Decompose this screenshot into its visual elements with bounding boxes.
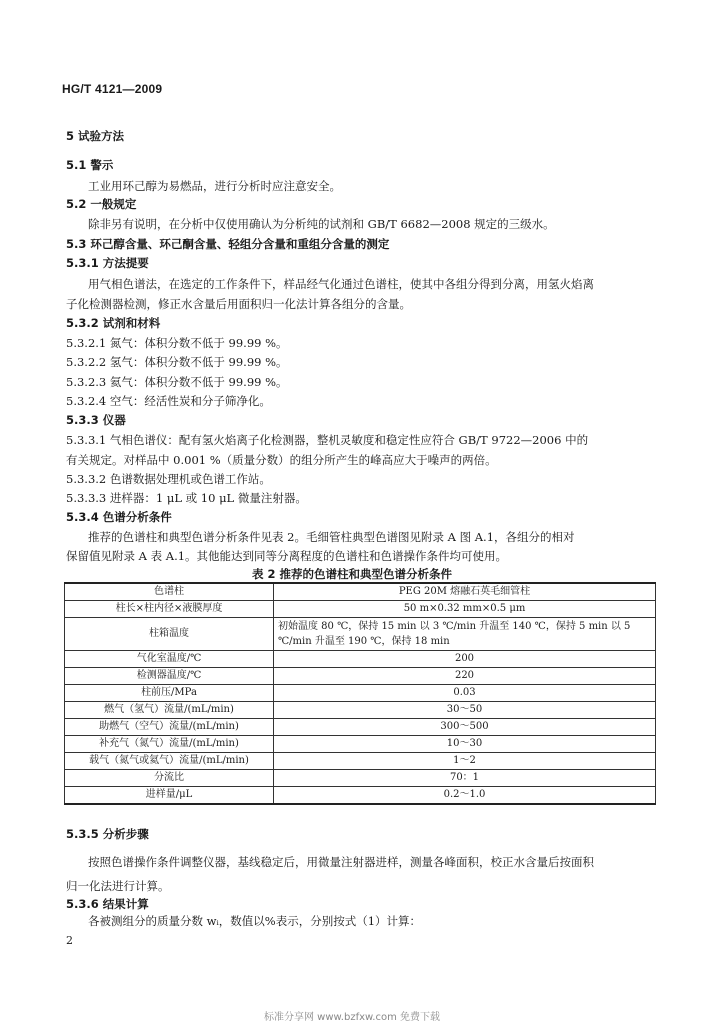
table-row bbox=[65, 668, 656, 685]
table-value: 初始温度 80 ℃，保持 15 min 以 3 ℃/min 升温至 140 ℃，保持 5 min 以 5 ℃/min 升温至 190 ℃，保持 18 min bbox=[274, 618, 656, 651]
section-5-3-3-2: 5.3.3.2 色谱数据处理机或色谱工作站。 bbox=[66, 472, 271, 486]
section-5-3-5-text-1: 按照色谱操作条件调整仪器，基线稳定后，用微量注射器进样，测量各峰面积，校正水含量后按面积 bbox=[88, 855, 594, 869]
table-row bbox=[65, 601, 656, 618]
table-row bbox=[65, 702, 656, 719]
section-5-3-5-heading: 5.3.5 分析步骤 bbox=[66, 827, 149, 841]
section-5-3-2-2: 5.3.2.2 氢气：体积分数不低于 99.99 %。 bbox=[66, 355, 288, 369]
section-5-3-5-text-2: 归一化法进行计算。 bbox=[66, 879, 170, 893]
section-5-2-heading: 5.2 一般规定 bbox=[66, 197, 137, 211]
chromatography-conditions-table bbox=[64, 582, 656, 805]
table-value: 220 bbox=[274, 668, 656, 685]
section-5-3-2-heading: 5.3.2 试剂和材料 bbox=[66, 316, 161, 330]
section-5-1-heading: 5.1 警示 bbox=[66, 158, 114, 172]
table-value: 0.2～1.0 bbox=[274, 787, 656, 805]
section-5-heading: 5 试验方法 bbox=[66, 129, 125, 143]
section-5-3-3-1-b: 有关规定。对样品中 0.001 %（质量分数）的组分所产生的峰高应大于噪声的两倍。 bbox=[66, 453, 497, 467]
table-key: 检测器温度/℃ bbox=[65, 668, 274, 685]
table-key: 助燃气（空气）流量/(mL/min) bbox=[65, 719, 274, 736]
table-value: 50 m×0.32 mm×0.5 μm bbox=[274, 601, 656, 618]
table-key: 燃气（氢气）流量/(mL/min) bbox=[65, 702, 274, 719]
section-5-3-heading: 5.3 环己醇含量、环己酮含量、轻组分含量和重组分含量的测定 bbox=[66, 237, 390, 251]
section-5-3-6-heading: 5.3.6 结果计算 bbox=[66, 897, 149, 911]
table-key: 柱长×柱内径×液膜厚度 bbox=[65, 601, 274, 618]
table-value: PEG 20M 熔融石英毛细管柱 bbox=[274, 583, 656, 601]
table-row bbox=[65, 736, 656, 753]
table-value: 1～2 bbox=[274, 753, 656, 770]
section-5-3-4-heading: 5.3.4 色谱分析条件 bbox=[66, 510, 172, 524]
section-5-3-4-text-2: 保留值见附录 A 表 A.1。其他能达到同等分离程度的色谱柱和色谱操作条件均可使用。 bbox=[66, 549, 508, 563]
section-5-3-3-heading: 5.3.3 仪器 bbox=[66, 413, 126, 427]
table-value: 0.03 bbox=[274, 685, 656, 702]
table-key: 柱前压/MPa bbox=[65, 685, 274, 702]
page-number: 2 bbox=[66, 934, 73, 947]
table-key: 载气（氮气或氦气）流量/(mL/min) bbox=[65, 753, 274, 770]
section-5-3-1-text-2: 子化检测器检测，修正水含量后用面积归一化法计算各组分的含量。 bbox=[66, 297, 411, 311]
standard-code: HG/T 4121—2009 bbox=[62, 82, 163, 96]
table-value: 30～50 bbox=[274, 702, 656, 719]
table-key: 色谱柱 bbox=[65, 583, 274, 601]
table-key: 柱箱温度 bbox=[65, 618, 274, 651]
table-key: 分流比 bbox=[65, 770, 274, 787]
section-5-3-1-heading: 5.3.1 方法提要 bbox=[66, 256, 149, 270]
table-value: 10～30 bbox=[274, 736, 656, 753]
table-row bbox=[65, 770, 656, 787]
table-row bbox=[65, 787, 656, 805]
section-5-2-text: 除非另有说明，在分析中仅使用确认为分析纯的试剂和 GB/T 6682—2008 规定的三级水。 bbox=[88, 217, 555, 231]
table-row bbox=[65, 719, 656, 736]
table-key: 进样量/μL bbox=[65, 787, 274, 805]
table-row bbox=[65, 651, 656, 668]
table-value: 300～500 bbox=[274, 719, 656, 736]
table-key: 补充气（氮气）流量/(mL/min) bbox=[65, 736, 274, 753]
table-row bbox=[65, 583, 656, 601]
section-5-3-1-text-1: 用气相色谱法，在选定的工作条件下，样品经气化通过色谱柱，使其中各组分得到分离，用氢火焰离 bbox=[88, 277, 594, 291]
section-5-1-text: 工业用环己醇为易燃品，进行分析时应注意安全。 bbox=[88, 179, 341, 193]
table-row bbox=[65, 753, 656, 770]
section-5-3-4-text-1: 推荐的色谱柱和典型色谱分析条件见表 2。毛细管柱典型色谱图见附录 A 图 A.1，各组分的相对 bbox=[88, 530, 575, 544]
section-5-3-6-text-1: 各被测组分的质量分数 wᵢ，数值以%表示，分别按式（1）计算： bbox=[88, 914, 422, 928]
section-5-3-2-3: 5.3.2.3 氦气：体积分数不低于 99.99 %。 bbox=[66, 375, 288, 389]
table-value: 70：1 bbox=[274, 770, 656, 787]
table-value: 200 bbox=[274, 651, 656, 668]
table-row bbox=[65, 685, 656, 702]
section-5-3-2-4: 5.3.2.4 空气：经活性炭和分子筛净化。 bbox=[66, 394, 271, 408]
table-row bbox=[65, 618, 656, 651]
section-5-3-2-1: 5.3.2.1 氮气：体积分数不低于 99.99 %。 bbox=[66, 336, 288, 350]
section-5-3-3-3: 5.3.3.3 进样器：1 μL 或 10 μL 微量注射器。 bbox=[66, 491, 307, 505]
table-title: 表 2 推荐的色谱柱和典型色谱分析条件 bbox=[251, 567, 452, 581]
watermark-footer: 标准分享网 www.bzfxw.com 免费下载 bbox=[264, 1012, 440, 1023]
section-5-3-3-1-a: 5.3.3.1 气相色谱仪：配有氢火焰离子化检测器，整机灵敏度和稳定性应符合 GB/T 9722—2006 中的 bbox=[66, 433, 589, 447]
table-key: 气化室温度/℃ bbox=[65, 651, 274, 668]
